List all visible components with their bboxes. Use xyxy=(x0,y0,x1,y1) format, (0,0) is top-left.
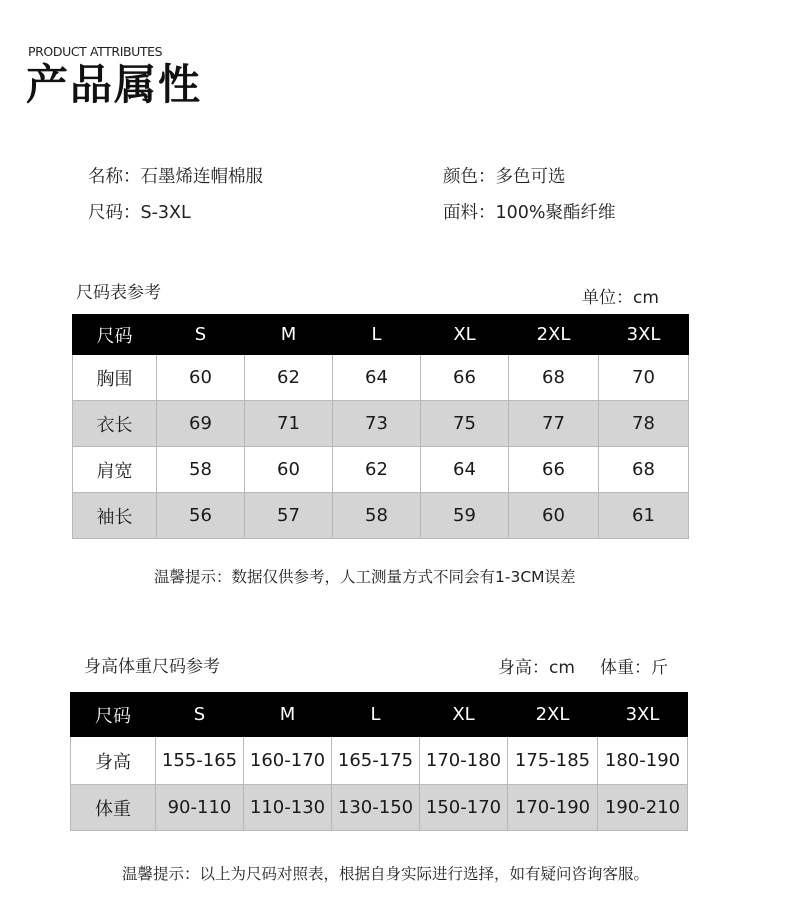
table-cell: 70 xyxy=(599,355,689,401)
table-cell: 155-165 xyxy=(156,737,244,785)
table-cell: 60 xyxy=(245,447,333,493)
page-title: 产品属性 xyxy=(26,60,203,109)
row-label: 身高 xyxy=(71,737,156,785)
attribute-name: 名称：石墨烯连帽棉服 xyxy=(88,167,263,187)
table-cell: 170-180 xyxy=(420,737,508,785)
table-cell: 90-110 xyxy=(156,785,244,831)
header-cell: M xyxy=(244,693,332,737)
table-cell: 62 xyxy=(333,447,421,493)
table-cell: 160-170 xyxy=(244,737,332,785)
row-label: 胸围 xyxy=(73,355,157,401)
header-cell: S xyxy=(156,693,244,737)
row-label: 衣长 xyxy=(73,401,157,447)
attribute-size: 尺码：S-3XL xyxy=(88,203,191,223)
table-cell: 180-190 xyxy=(598,737,688,785)
header-cell: S xyxy=(157,315,245,355)
table-cell: 170-190 xyxy=(508,785,598,831)
table-cell: 69 xyxy=(157,401,245,447)
table-cell: 64 xyxy=(333,355,421,401)
table-cell: 190-210 xyxy=(598,785,688,831)
table-cell: 66 xyxy=(421,355,509,401)
table-cell: 165-175 xyxy=(332,737,420,785)
header-cell: L xyxy=(332,693,420,737)
table-cell: 59 xyxy=(421,493,509,539)
header-cell: 尺码 xyxy=(73,315,157,355)
size-chart-unit: 单位：cm xyxy=(582,288,659,308)
table-cell: 73 xyxy=(333,401,421,447)
body-chart-header-row xyxy=(71,693,688,737)
size-chart-note: 温馨提示：数据仅供参考，人工测量方式不同会有1-3CM误差 xyxy=(154,568,576,586)
table-cell: 66 xyxy=(509,447,599,493)
attribute-fabric: 面料：100%聚酯纤维 xyxy=(443,203,616,223)
table-cell: 75 xyxy=(421,401,509,447)
table-cell: 150-170 xyxy=(420,785,508,831)
row-label: 体重 xyxy=(71,785,156,831)
table-cell: 64 xyxy=(421,447,509,493)
size-chart-title: 尺码表参考 xyxy=(76,283,161,303)
table-row xyxy=(73,447,689,493)
table-cell: 78 xyxy=(599,401,689,447)
table-row xyxy=(71,785,688,831)
table-cell: 61 xyxy=(599,493,689,539)
table-cell: 58 xyxy=(157,447,245,493)
header-cell: 尺码 xyxy=(71,693,156,737)
table-row xyxy=(73,401,689,447)
table-cell: 110-130 xyxy=(244,785,332,831)
table-cell: 57 xyxy=(245,493,333,539)
header-cell: XL xyxy=(421,315,509,355)
header-cell: XL xyxy=(420,693,508,737)
table-cell: 175-185 xyxy=(508,737,598,785)
size-chart-table xyxy=(72,314,689,539)
header-cell: 2XL xyxy=(509,315,599,355)
body-chart-unit-weight: 体重：斤 xyxy=(600,658,668,678)
table-cell: 58 xyxy=(333,493,421,539)
header-cell: 2XL xyxy=(508,693,598,737)
table-cell: 77 xyxy=(509,401,599,447)
attribute-color: 颜色：多色可选 xyxy=(443,167,566,187)
row-label: 肩宽 xyxy=(73,447,157,493)
body-chart-note: 温馨提示：以上为尺码对照表，根据自身实际进行选择，如有疑问咨询客服。 xyxy=(122,865,650,883)
table-cell: 62 xyxy=(245,355,333,401)
table-cell: 71 xyxy=(245,401,333,447)
header-cell: 3XL xyxy=(599,315,689,355)
size-chart-header-row xyxy=(73,315,689,355)
table-cell: 130-150 xyxy=(332,785,420,831)
row-label: 袖长 xyxy=(73,493,157,539)
header-cell: 3XL xyxy=(598,693,688,737)
body-chart-table xyxy=(70,692,688,831)
table-row xyxy=(71,737,688,785)
table-cell: 60 xyxy=(157,355,245,401)
table-cell: 56 xyxy=(157,493,245,539)
table-cell: 68 xyxy=(599,447,689,493)
table-cell: 60 xyxy=(509,493,599,539)
table-row xyxy=(73,493,689,539)
header-cell: L xyxy=(333,315,421,355)
header-cell: M xyxy=(245,315,333,355)
body-chart-title: 身高体重尺码参考 xyxy=(84,657,220,677)
section-eyebrow: PRODUCT ATTRIBUTES xyxy=(28,44,163,59)
table-cell: 68 xyxy=(509,355,599,401)
body-chart-unit-height: 身高：cm xyxy=(498,658,575,678)
table-row xyxy=(73,355,689,401)
